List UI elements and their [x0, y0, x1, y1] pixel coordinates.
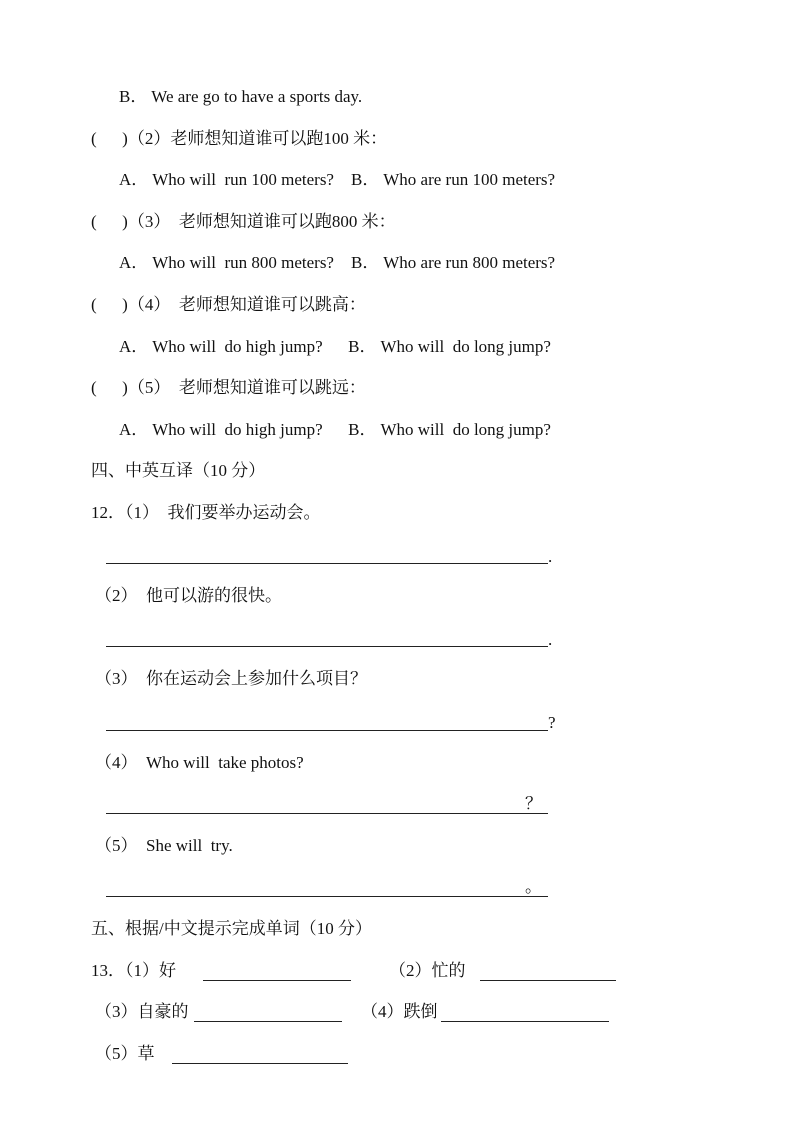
section4-heading: 四、中英互译（10 分） — [91, 461, 266, 480]
q13-4-answer-blank[interactable] — [441, 1021, 609, 1022]
q12-2-prompt: （2） 他可以游的很快。 — [95, 586, 282, 605]
q12-4-prompt: （4） Who will take photos? — [95, 753, 304, 772]
q13-2-prompt: （2）忙的 — [389, 961, 466, 980]
q12-2-end-punct: . — [548, 630, 553, 649]
q12-3-prompt: （3） 你在运动会上参加什么项目？ — [95, 669, 367, 688]
q13-2-answer-blank[interactable] — [480, 980, 616, 981]
q2-stem: ( )（2）老师想知道谁可以跑100 米： — [91, 129, 388, 148]
q12-4-end-punct: ？ — [525, 794, 542, 813]
q3-stem: ( )（3） 老师想知道谁可以跑800 米： — [91, 212, 396, 231]
q4-options: A． Who will do high jump? B． Who will do long jump? — [119, 337, 551, 356]
q12-4-answer-blank[interactable] — [106, 813, 548, 814]
q13-4-prompt: （4）跌倒 — [361, 1002, 438, 1021]
q13-5-answer-blank[interactable] — [172, 1063, 348, 1064]
q3-options: A． Who will run 800 meters? B． Who are run 800 meters? — [119, 253, 556, 272]
q13-1-answer-blank[interactable] — [203, 980, 351, 981]
q12-5-prompt: （5） She will try. — [95, 836, 233, 855]
q4-stem: ( )（4） 老师想知道谁可以跳高： — [91, 295, 366, 314]
q12-1-end-punct: . — [548, 547, 553, 566]
q12-3-answer-blank[interactable] — [106, 730, 548, 731]
q12-5-end-punct: 。 — [525, 877, 542, 896]
q12-2-answer-blank[interactable] — [106, 646, 548, 647]
q13-1-prompt: 13．（1）好 — [91, 961, 176, 980]
q5-options: A． Who will do high jump? B． Who will do long jump? — [119, 420, 551, 439]
section5-heading: 五、根据/中文提示完成单词（10 分） — [91, 919, 372, 938]
q13-5-prompt: （5）草 — [95, 1044, 155, 1063]
q2-options: A． Who will run 100 meters? B． Who are run 100 meters? — [119, 170, 556, 189]
q13-3-answer-blank[interactable] — [194, 1021, 342, 1022]
q12-1-prompt: 12．（1） 我们要举办运动会。 — [91, 503, 321, 522]
q12-1-answer-blank[interactable] — [106, 563, 548, 564]
q1-option-b: B． We are go to have a sports day. — [119, 87, 363, 106]
q13-3-prompt: （3）自豪的 — [95, 1002, 189, 1021]
q12-3-end-punct: ? — [548, 713, 556, 732]
q5-stem: ( )（5） 老师想知道谁可以跳远： — [91, 378, 366, 397]
q12-5-answer-blank[interactable] — [106, 896, 548, 897]
